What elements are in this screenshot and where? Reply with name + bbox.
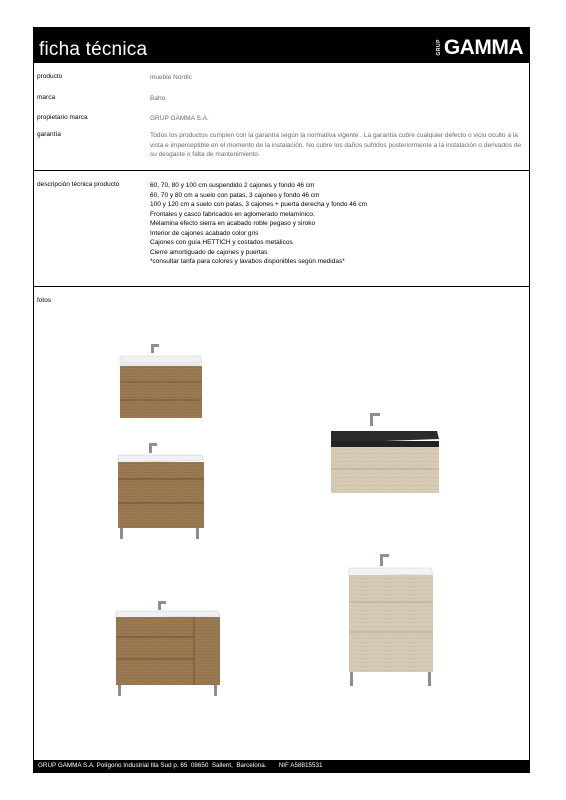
photo-floor-cabinet-drawers-door-oak [114, 599, 224, 699]
logo-grup-text: GRUP [435, 38, 442, 56]
value-marca: Baho [150, 95, 166, 102]
descripcion-line: 60, 70 y 80 cm a suelo con patas, 3 cajones y fondo 46 cm [150, 191, 320, 199]
label-propietario-marca: propietario marca [37, 114, 88, 121]
header-bar [34, 28, 529, 63]
footer-bar [34, 760, 529, 772]
descripcion-line: *consultar tarifa para colores y lavabos disponibles según medidas* [150, 258, 345, 265]
label-producto: producto [37, 73, 63, 80]
photo-suspended-cabinet-oak [116, 342, 206, 422]
label-fotos: fotos [37, 297, 52, 304]
photo-suspended-cabinet-light-black-basin [329, 411, 441, 497]
descripcion-line: Melamina efecto sierra en acabado roble pegaso y siroko [150, 220, 316, 227]
value-descripcion [150, 181, 525, 267]
descripcion-line: Frontales y casco fabricados en aglomerado melamínico. [150, 210, 315, 218]
label-descripcion: descripción técnica producto [37, 181, 120, 188]
descripcion-line: 60, 70, 80 y 100 cm suspendido 2 cajones y fondo 46 cm [150, 182, 315, 189]
descripcion-line: 100 y 120 cm a suelo con patas, 3 cajones + puerta derecha y fondo 46 cm [150, 201, 367, 208]
descripcion-line: Interior de cajones acabado color gris [150, 229, 259, 237]
descripcion-line: Cierre amortiguado de cajones y puertas [150, 248, 268, 256]
page-title: ficha técnica [39, 39, 148, 60]
footer-address: GRUP GAMMA S.A. Polígono Industrial Illa Sud p. 65 08650 Sallent, Barcelona. NIF A58815531 [38, 762, 323, 769]
divider-1 [34, 170, 529, 171]
descripcion-line: Cajones con guía HETTICH y costados metálicos [150, 239, 293, 246]
label-marca: marca [37, 94, 56, 101]
technical-sheet [33, 27, 530, 773]
value-propietario-marca: GRUP GAMMA S.A. [150, 115, 209, 122]
logo-gamma-text: GAMMA [443, 35, 523, 59]
photo-floor-cabinet-3-drawers-oak [116, 441, 206, 541]
grup-gamma-logo [436, 36, 523, 58]
value-producto: mueble Nordic [150, 74, 192, 81]
value-garantia: Todos los productos cumplen con la garantía según la normativa vigente . La garantía cubre cualquier defecto o vicio oculto a la vista e imperceptible en el momento de la instalación. No cubre los daños sufridos posteriormente a la instalación o derivados de su desgaste o falta de mantenimiento. [150, 132, 522, 158]
divider-2 [34, 286, 529, 287]
photo-floor-cabinet-3-drawers-light [347, 552, 437, 692]
label-garantia: garantía [37, 131, 61, 138]
